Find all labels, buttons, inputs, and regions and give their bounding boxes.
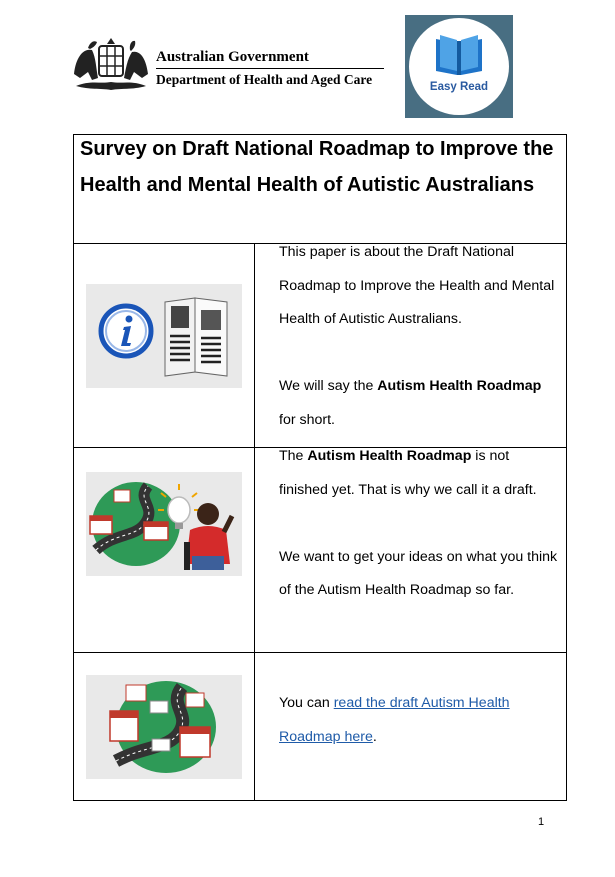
table-row — [74, 653, 567, 801]
easy-read-logo — [405, 15, 513, 118]
open-book-icon — [432, 33, 486, 77]
government-name: Australian Government — [156, 49, 309, 65]
paragraph: This paper is about the Draft National Roadmap to Improve the Health and Mental Health of Autistic Australians. — [279, 244, 555, 328]
page-number: 1 — [538, 816, 545, 828]
table-row — [74, 244, 567, 448]
image-cell — [74, 448, 255, 653]
department-name: Department of Health and Aged Care — [156, 72, 373, 87]
image-cell — [74, 244, 255, 448]
paragraph: The Autism Health Roadmap is not finished yet. That is why we call it a draft. — [279, 448, 537, 498]
text-cell — [255, 244, 567, 448]
text-cell — [255, 653, 567, 801]
paragraph: We want to get your ideas on what you think of the Autism Health Roadmap so far. — [279, 548, 558, 599]
divider — [156, 68, 384, 69]
paragraph: You can read the draft Autism Health Roadmap here. — [279, 695, 510, 745]
text-cell — [255, 448, 567, 653]
roadmap-calendars-image — [86, 675, 242, 779]
roadmap-link[interactable]: read the draft Autism Health Roadmap here — [279, 695, 510, 745]
table-row — [74, 448, 567, 653]
easy-read-label: Easy Read — [429, 81, 489, 93]
content-table — [73, 134, 567, 801]
information-paper-image — [86, 284, 242, 388]
image-cell — [74, 653, 255, 801]
government-logo — [70, 34, 390, 96]
paragraph: We will say the Autism Health Roadmap for short. — [279, 378, 542, 428]
coat-of-arms-icon — [70, 34, 152, 96]
page-title: Survey on Draft National Roadmap to Improve the Health and Mental Health of Autistic Australians — [80, 138, 554, 196]
title-cell — [74, 135, 567, 244]
roadmap-person-image — [86, 472, 242, 576]
